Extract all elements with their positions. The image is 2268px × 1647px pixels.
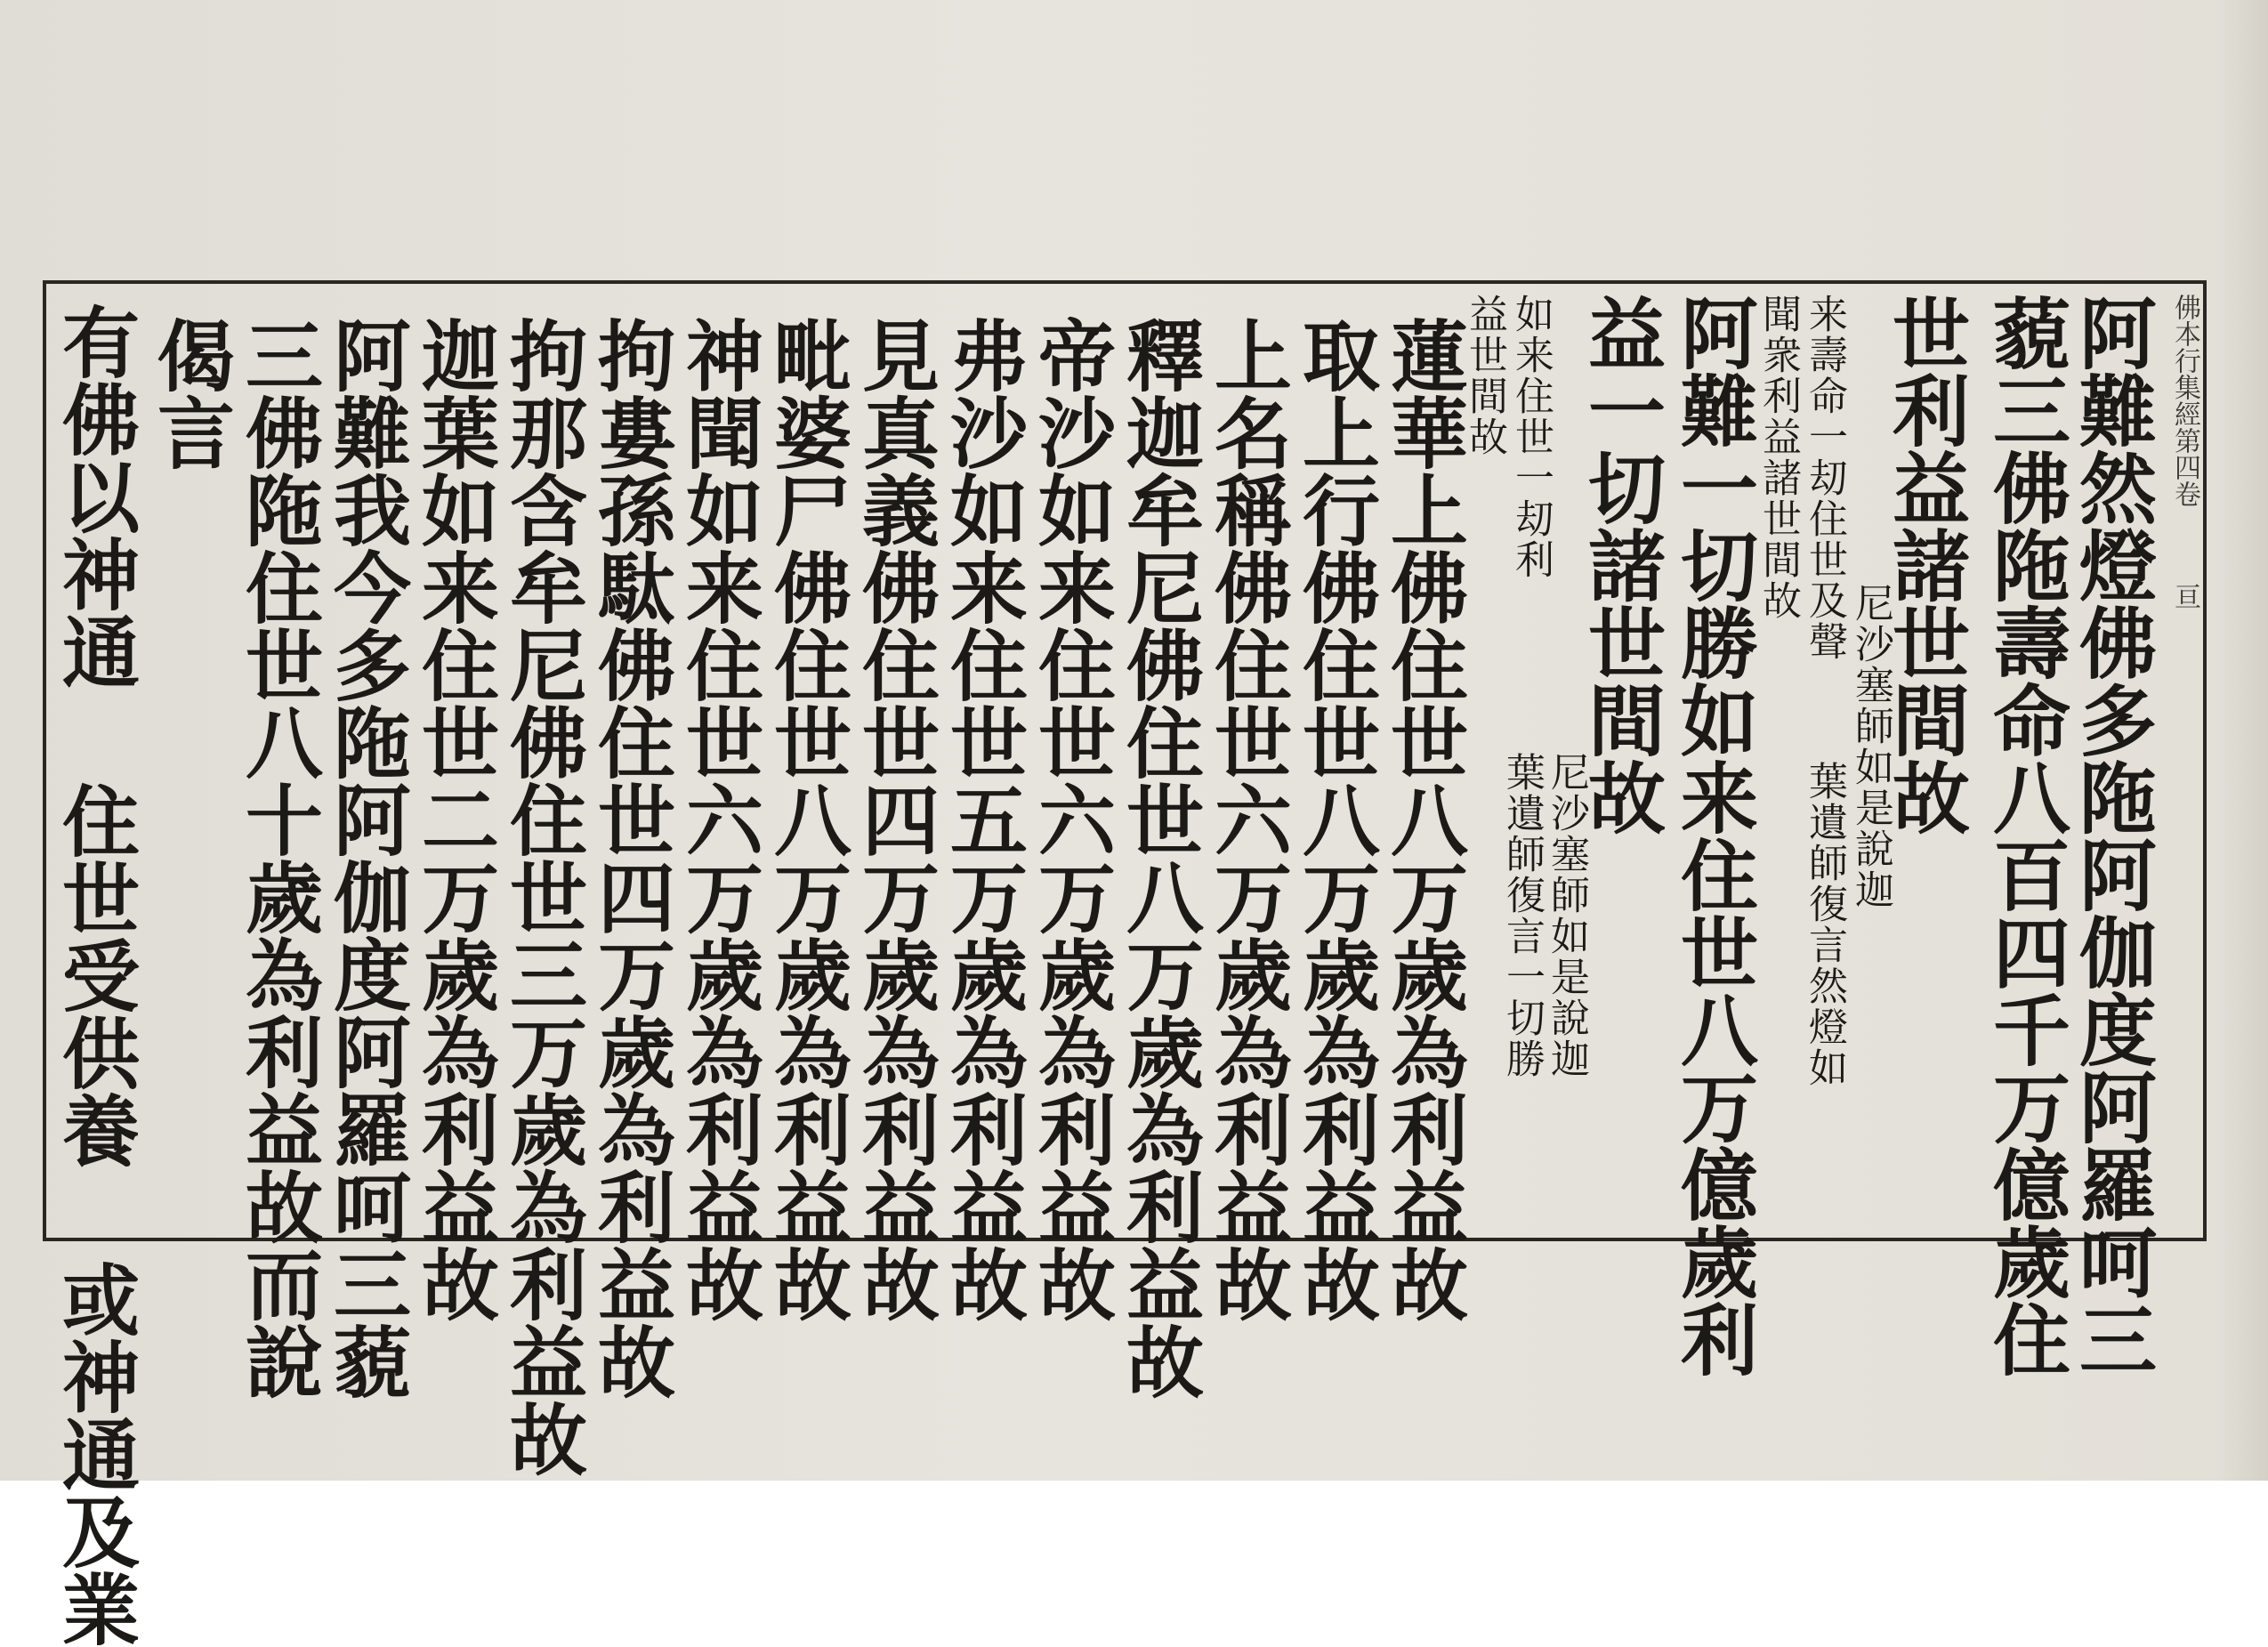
text-column: 藐三佛陁壽命八百四千万億歲住 xyxy=(1980,294,2071,1377)
text-column: 蓮華上佛住世八万歲為利益故 xyxy=(1377,316,1469,1322)
text-column: 阿難我今多陁阿伽度阿羅呵三藐 xyxy=(320,316,412,1400)
page-number: 亘 xyxy=(2169,583,2200,610)
text-column: 有佛以神通 住世受供養 或神通及業 xyxy=(49,303,141,1647)
text-column: 迦葉如来住世二万歲為利益故 xyxy=(408,316,500,1322)
text-column: 阿難然燈佛多陁阿伽度阿羅呵三 xyxy=(2066,294,2158,1377)
annotation-column: 聞衆利益諸世間故 xyxy=(1755,294,1801,621)
text-column: 上名稱佛住世六万歲為利益故 xyxy=(1201,316,1293,1322)
text-column: 見真義佛住世四万歲為利益故 xyxy=(849,316,940,1322)
text-column: 毗婆尸佛住世八万歲為利益故 xyxy=(761,316,852,1322)
annotation-column: 益世間故 xyxy=(1462,294,1507,457)
text-column: 神聞如来住世六万歲為利益故 xyxy=(673,316,764,1322)
annotation-column: 尼沙塞師如是說迦 xyxy=(1848,583,1893,910)
text-column: 拘那含牟尼佛住世三万歲為利益故 xyxy=(496,316,588,1477)
text-column: 拘婁孫駄佛住世四万歲為利益故 xyxy=(585,316,676,1400)
text-column: 阿難一切勝如来住世八万億歲利 xyxy=(1667,294,1759,1377)
text-column: 帝沙如来住世六万歲為利益故 xyxy=(1025,316,1117,1322)
text-column: 釋迦牟尼佛住世八万歲為利益故 xyxy=(1113,316,1205,1400)
text-column: 益一切諸世間故 xyxy=(1575,294,1667,836)
text-column: 三佛陁住世八十歲為利益故而說 xyxy=(232,316,324,1400)
text-column: 取上行佛住世八万歲為利益故 xyxy=(1289,316,1381,1322)
text-column: 世利益諸世間故 xyxy=(1879,294,1971,836)
running-title: 佛本行集經第四卷 xyxy=(2169,294,2200,507)
annotation-column: 来壽命一刧住世及聲 xyxy=(1802,294,1847,662)
text-column: 偈言 xyxy=(144,316,236,471)
annotation-column: 如来住世一刧利 xyxy=(1508,294,1554,580)
page-fold-shadow xyxy=(2215,0,2268,1481)
annotation-column: 葉遺師復言然燈如 xyxy=(1802,761,1847,1088)
text-column: 弗沙如来住世五万歲為利益故 xyxy=(937,316,1029,1322)
annotation-column: 尼沙塞師如是說迦 xyxy=(1544,752,1589,1079)
annotation-column: 葉遺師復言一切勝 xyxy=(1499,752,1545,1079)
